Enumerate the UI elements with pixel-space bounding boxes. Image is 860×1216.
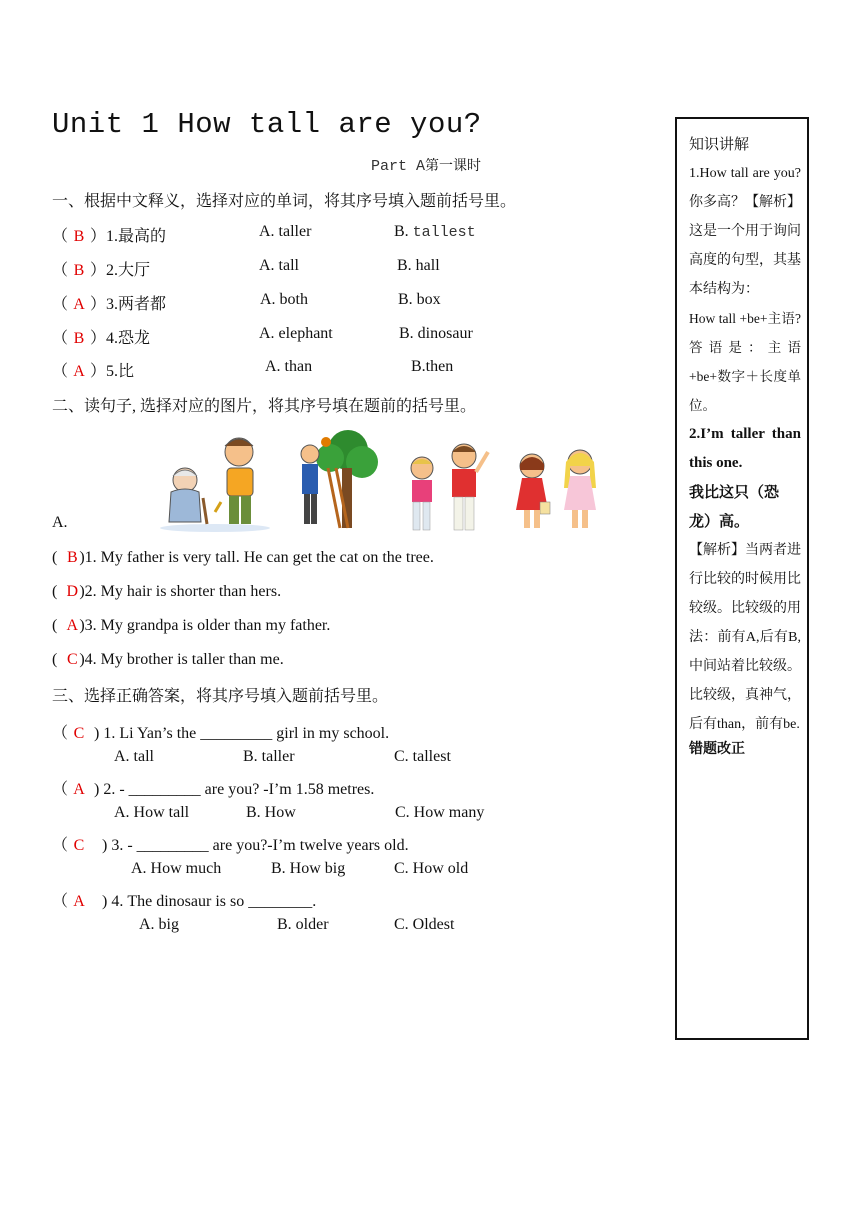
list-item: （ A ）5.比 bbox=[52, 363, 135, 380]
item-stem: 5.比 bbox=[106, 363, 135, 380]
option-a: A. How tall bbox=[114, 804, 190, 821]
answer-mark: B bbox=[66, 549, 78, 566]
list-item: （ C ) 1. Li Yan’s the _________ girl in my school. bbox=[52, 725, 390, 742]
answer-mark: B bbox=[73, 330, 85, 347]
item-stem: ) 3. - _________ are you?-I’m twelve years old. bbox=[102, 837, 409, 854]
option-c: C. tallest bbox=[394, 748, 451, 765]
list-item: ( D)2. My hair is shorter than hers. bbox=[52, 583, 282, 600]
section3-heading: 三、选择正确答案，将其序号填入题前括号里。 bbox=[52, 688, 389, 705]
sidebar-heading: 知识讲解 bbox=[689, 135, 750, 153]
list-item: （ B ）1.最高的 bbox=[52, 228, 167, 245]
list-item: ( B )1. My father is very tall. He can get the cat on the tree. bbox=[52, 549, 434, 566]
option-b: B. tallest bbox=[394, 223, 476, 241]
picture-label: A. bbox=[52, 514, 68, 531]
page-title: Unit 1 How tall are you? bbox=[52, 108, 482, 141]
answer-mark: B bbox=[73, 262, 85, 279]
picture-girls bbox=[510, 448, 605, 532]
answer-mark: A bbox=[66, 617, 79, 634]
list-item: ( A)3. My grandpa is older than my father. bbox=[52, 617, 331, 634]
option-a: A. How much bbox=[131, 860, 222, 877]
subtitle-lesson: 第一课时 bbox=[425, 158, 482, 174]
option-b-word: tallest bbox=[412, 224, 476, 241]
option-b: B. older bbox=[277, 916, 329, 933]
option-c: C. How many bbox=[395, 804, 485, 821]
item-stem: 4.恐龙 bbox=[106, 330, 151, 347]
sidebar-example-en: 2.I’m taller than this one. bbox=[689, 426, 801, 471]
answer-mark: C bbox=[73, 837, 85, 854]
list-item: （ A ) 4. The dinosaur is so ________. bbox=[52, 893, 317, 910]
option-a: A. taller bbox=[259, 223, 312, 240]
answer-mark: A bbox=[73, 893, 85, 910]
list-item: ( C )4. My brother is taller than me. bbox=[52, 651, 284, 668]
option-a: A. big bbox=[139, 916, 179, 933]
option-b: B. taller bbox=[243, 748, 295, 765]
subtitle-part: Part A bbox=[371, 158, 426, 175]
sidebar-paragraph-2: How tall +be+主语?答语是：主语+be+数字＋长度单位。 bbox=[689, 311, 801, 413]
item-stem: ) 1. Li Yan’s the _________ girl in my school. bbox=[94, 725, 390, 742]
option-c: C. Oldest bbox=[394, 916, 455, 933]
answer-mark: D bbox=[66, 583, 79, 600]
page-subtitle bbox=[371, 155, 481, 175]
item-stem: 1.最高的 bbox=[106, 228, 167, 245]
item-text: )3. My grandpa is older than my father. bbox=[79, 617, 331, 634]
sidebar-paragraph-1: 1.How tall are you? 你多高？【解析】这是一个用于询问高度的句型，其基本结构为： bbox=[689, 166, 801, 297]
item-stem: ) 4. The dinosaur is so ________. bbox=[102, 893, 317, 910]
option-a: A. than bbox=[265, 358, 313, 375]
list-item: （ A ) 2. - _________ are you? -I’m 1.58 metres. bbox=[52, 781, 375, 798]
answer-mark: C bbox=[73, 725, 85, 742]
list-item: （ B ）4.恐龙 bbox=[52, 330, 151, 347]
option-b: B. dinosaur bbox=[399, 325, 473, 342]
answer-mark: C bbox=[66, 651, 78, 668]
answer-mark: A bbox=[73, 363, 85, 380]
option-b: B. How big bbox=[271, 860, 346, 877]
sidebar-paragraph-4: 【解析】当两者进行比较的时候用比较级。比较级的用法：前有A,后有B,中间站着比较级。比较级，真神气，后有than，前有be. bbox=[689, 543, 801, 732]
option-a: A. elephant bbox=[259, 325, 333, 342]
knowledge-sidebar bbox=[675, 117, 809, 1040]
picture-grandpa-father bbox=[155, 428, 275, 532]
picture-tree-cat bbox=[290, 428, 382, 532]
item-stem: 3.两者都 bbox=[106, 296, 167, 313]
list-item: （ A ）3.两者都 bbox=[52, 296, 167, 313]
option-b: B. box bbox=[398, 291, 441, 308]
picture-brothers bbox=[400, 438, 495, 534]
list-item: （ B ）2.大厅 bbox=[52, 262, 151, 279]
item-text: )2. My hair is shorter than hers. bbox=[79, 583, 282, 600]
answer-mark: B bbox=[73, 228, 85, 245]
option-b: B.then bbox=[411, 358, 454, 375]
section1-heading: 一、根据中文释义，选择对应的单词，将其序号填入题前括号里。 bbox=[52, 193, 517, 210]
item-stem: ) 2. - _________ are you? -I’m 1.58 metres. bbox=[94, 781, 375, 798]
option-b: B. hall bbox=[397, 257, 440, 274]
option-b: B. How bbox=[246, 804, 296, 821]
option-a: A. both bbox=[260, 291, 308, 308]
list-item: （ C ) 3. - _________ are you?-I’m twelve years old. bbox=[52, 837, 409, 854]
item-text: )4. My brother is taller than me. bbox=[79, 651, 284, 668]
answer-mark: A bbox=[73, 296, 85, 313]
sidebar-footer: 错题改正 bbox=[689, 741, 745, 757]
option-a: A. tall bbox=[114, 748, 154, 765]
item-text: )1. My father is very tall. He can get the cat on the tree. bbox=[79, 549, 434, 566]
answer-mark: A bbox=[73, 781, 85, 798]
sidebar-example-cn: 我比这只（恐龙）高。 bbox=[689, 483, 780, 530]
item-stem: 2.大厅 bbox=[106, 262, 151, 279]
option-c: C. How old bbox=[394, 860, 469, 877]
section2-heading: 二、读句子, 选择对应的图片，将其序号填在题前的括号里。 bbox=[52, 398, 477, 415]
option-a: A. tall bbox=[259, 257, 299, 274]
